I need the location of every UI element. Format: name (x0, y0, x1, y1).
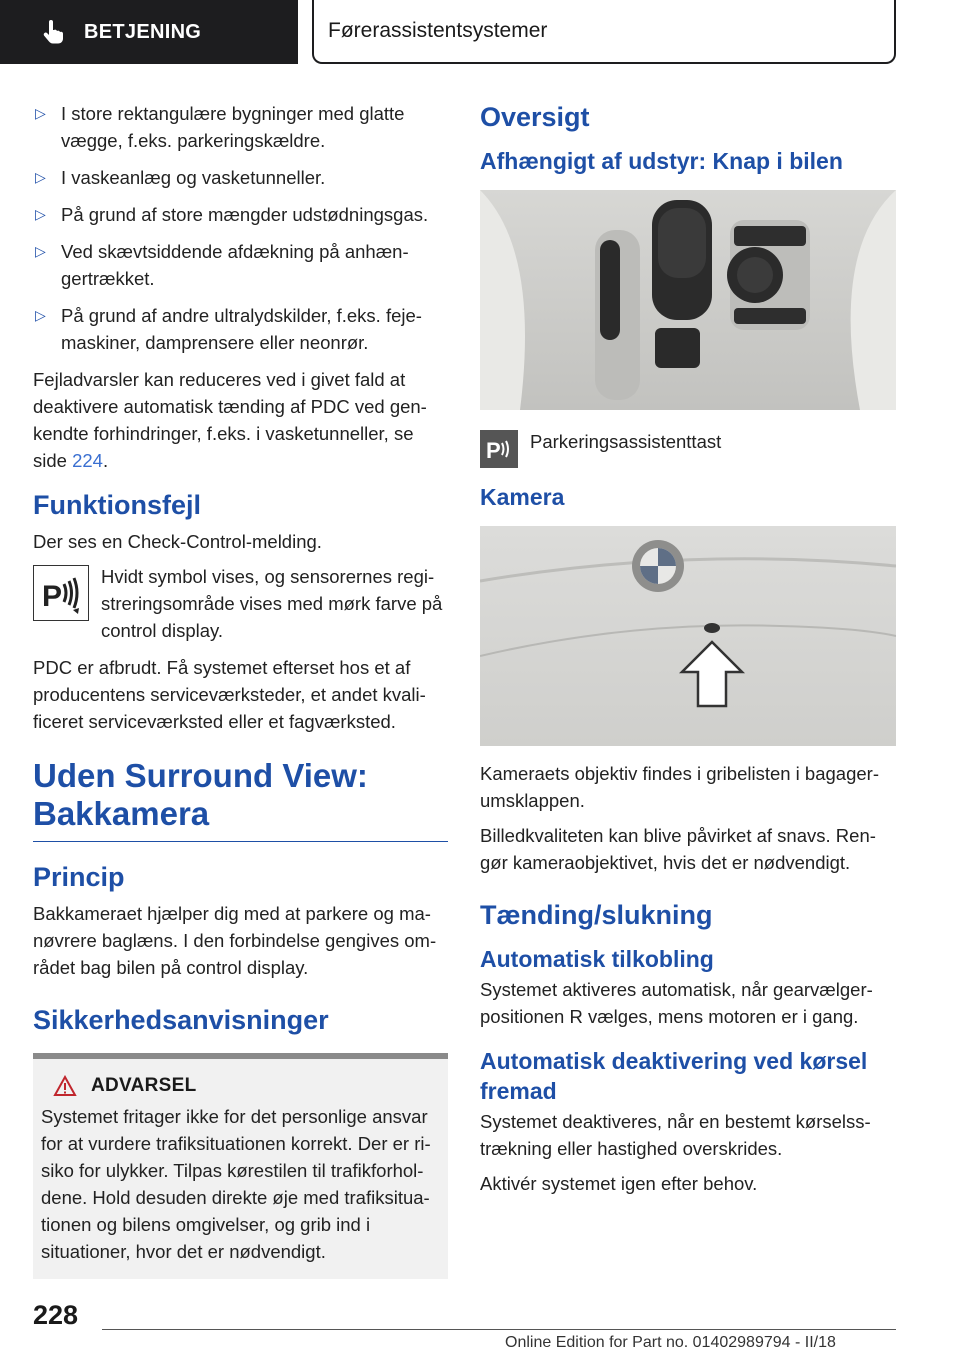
reactivate-text: Aktivér systemet igen efter behov. (480, 1173, 758, 1194)
oversigt-heading: Oversigt (480, 102, 590, 132)
button-caption: Parkeringsassistenttast (530, 431, 722, 452)
funktionsfejl-intro: Der ses en Check-Control-melding. (33, 531, 322, 552)
princip-text: Bakkameraet hjælper dig med at parkere og ma-nøvrere baglæns. I den forbindelse gengives om-rådet bag bilen på control display. (33, 903, 437, 978)
heading-rule (33, 841, 448, 842)
button-caption-row (480, 428, 896, 468)
auto-off-heading: Automatisk deaktivering ved kørsel fremad (480, 1048, 868, 1104)
auto-off-text: Systemet deaktiveres, når en bestemt kørselss-trækning eller hastighed overskrides. (480, 1111, 871, 1159)
camera-location-photo (480, 526, 896, 746)
warning-title: ADVARSEL (91, 1075, 197, 1096)
udstyr-heading: Afhængigt af udstyr: Knap i bilen (480, 148, 843, 174)
chapter-title: Førerassistentsystemer (328, 19, 548, 42)
page-number: 228 (33, 1300, 79, 1330)
warning-header (41, 1075, 436, 1097)
pdc-symbol-row (33, 563, 448, 644)
taending-heading: Tænding/slukning (480, 900, 713, 930)
chapter-title-box (312, 0, 896, 64)
center-console-photo (480, 190, 896, 410)
triangle-right-icon: ▷ (35, 169, 46, 185)
warning-box (33, 1053, 448, 1279)
princip-heading: Princip (33, 862, 125, 892)
kamera-para-2: Billedkvaliteten kan blive påvirket af snavs. Ren-gør kameraobjektivet, hvis det er nødvendigt. (480, 825, 876, 873)
pdc-fault-paragraph: PDC er afbrudt. Få systemet efterset hos et af producentens serviceværksteder, et andet kvali-ficeret serviceværksted eller et fagværksted. (33, 657, 426, 732)
svg-text:P: P (42, 580, 63, 613)
parking-sensor-icon (33, 565, 89, 621)
section-title: BETJENING (84, 20, 202, 43)
triangle-right-icon: ▷ (35, 243, 46, 259)
svg-text:P: P (486, 438, 501, 463)
triangle-right-icon: ▷ (35, 105, 46, 121)
page-reference-link[interactable]: 224 (72, 450, 103, 471)
pdc-symbol-text: Hvidt symbol vises, og sensorernes regi-streringsområde vises med mørk farve på control display. (101, 566, 443, 641)
auto-on-text: Systemet aktiveres automatisk, når gearvælger-positionen R vælges, mens motoren er i gang. (480, 979, 873, 1027)
triangle-right-icon: ▷ (35, 206, 46, 222)
condition-list (33, 100, 448, 356)
safety-heading: Sikkerhedsanvisninger (33, 1005, 329, 1035)
parking-assistant-button-icon (480, 430, 518, 468)
hand-pointer-icon (40, 19, 66, 45)
main-heading: Uden Surround View: Bakkamera (33, 757, 368, 832)
footer-rule (102, 1329, 896, 1330)
list-item: ▷ På grund af store mængder udstødningsgas. (33, 201, 448, 228)
funktionsfejl-heading: Funktionsfejl (33, 490, 201, 520)
list-item: ▷ I store rektangulære bygninger med glatte vægge, f.eks. parkeringskældre. (33, 100, 448, 154)
list-item: ▷ På grund af andre ultralydskilder, f.eks. feje-maskiner, damprensere eller neonrør. (33, 302, 448, 356)
edition-text: Online Edition for Part no. 01402989794 - II/18 (505, 1334, 836, 1351)
warning-text: Systemet fritager ikke for det personlige ansvar for at vurdere trafiksituationen korrekt. Der er ri-siko for ulykker. Tilpas kørestilen til trafikforhol-dene. Hold desuden direkte øje med trafiksitua-tionen og bilens omgivelser, og grib ind i situationer, hvor det er nødvendigt. (41, 1106, 431, 1262)
section-tab (0, 0, 298, 64)
kamera-heading: Kamera (480, 484, 565, 510)
list-item: ▷ Ved skævtsiddende afdækning på anhæn-gertrækket. (33, 238, 448, 292)
warning-triangle-icon (53, 1075, 77, 1097)
fault-warning-paragraph: Fejladvarsler kan reduceres ved i givet fald at deaktivere automatisk tænding af PDC ved gen-kendte forhindringer, f.eks. i vasketunneller, se side 224. (33, 369, 427, 471)
right-column (480, 100, 896, 1205)
left-column (33, 100, 448, 1279)
auto-on-heading: Automatisk tilkobling (480, 946, 714, 972)
triangle-right-icon: ▷ (35, 307, 46, 323)
list-item: ▷ I vaskeanlæg og vasketunneller. (33, 164, 448, 191)
kamera-para-1: Kameraets objektiv findes i gribelisten i bagager-umsklappen. (480, 763, 879, 811)
